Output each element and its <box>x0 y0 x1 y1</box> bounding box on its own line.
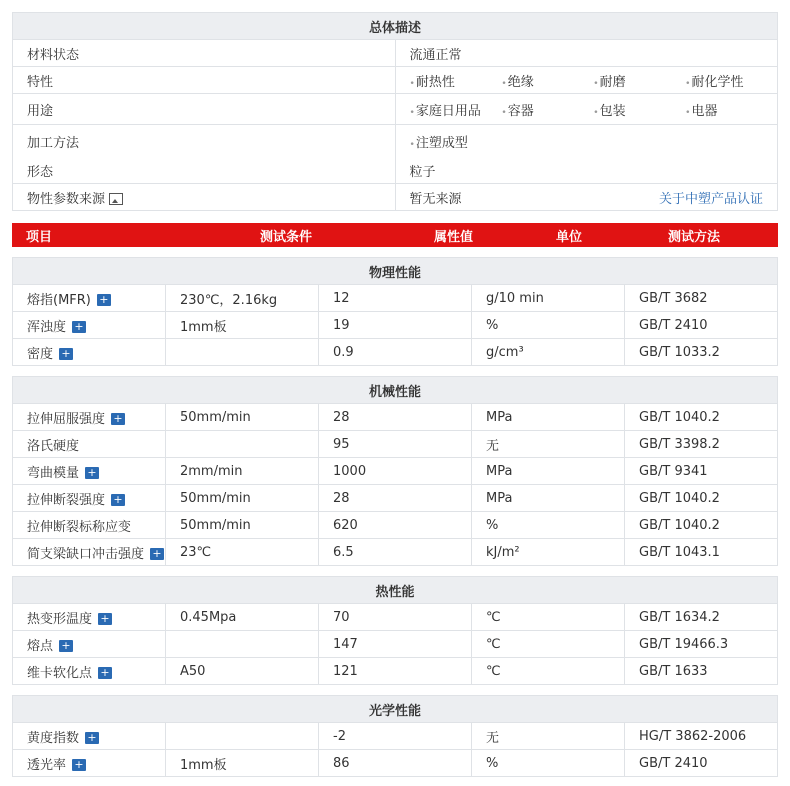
cell <box>472 631 625 658</box>
cell <box>319 339 472 366</box>
cell <box>166 339 319 366</box>
property-sections <box>12 247 778 777</box>
tag-label: 电器 <box>691 103 718 119</box>
cell <box>319 658 472 685</box>
table-row <box>13 750 778 777</box>
cell <box>625 485 778 512</box>
cell <box>166 404 319 431</box>
cell <box>625 604 778 631</box>
source-label: 物性参数来源 <box>27 191 106 207</box>
section-table <box>12 257 778 366</box>
section-title: 热性能 <box>13 577 778 604</box>
add-compare-icon[interactable]: + <box>98 613 112 625</box>
col-unit: 单位 <box>556 229 583 245</box>
section-table <box>12 376 778 566</box>
cell-item: 拉伸断裂强度 <box>27 492 106 508</box>
cell <box>13 658 166 685</box>
cell <box>319 485 472 512</box>
cell <box>625 658 778 685</box>
cell <box>319 404 472 431</box>
cell-item: 洛氏硬度 <box>27 438 80 454</box>
section-title: 物理性能 <box>13 258 778 285</box>
cell <box>166 723 319 750</box>
section-table <box>12 576 778 685</box>
table-row <box>13 431 778 458</box>
table-row <box>13 404 778 431</box>
cell-unit: 无 <box>486 730 500 746</box>
cell <box>625 285 778 312</box>
cell-unit: g/cm³ <box>486 344 524 360</box>
cell <box>13 431 166 458</box>
cell <box>166 604 319 631</box>
cell-value: 28 <box>333 409 350 425</box>
cell-value: -2 <box>333 728 346 744</box>
cell <box>13 312 166 339</box>
table-row <box>13 285 778 312</box>
cell <box>166 750 319 777</box>
cell <box>625 458 778 485</box>
cell <box>166 658 319 685</box>
cell <box>472 658 625 685</box>
cell-unit: ℃ <box>486 663 501 679</box>
tag-label: 绝缘 <box>507 74 534 90</box>
cell-item: 黄度指数 <box>27 730 80 746</box>
cell-method: GB/T 1040.2 <box>639 517 720 533</box>
cell <box>472 458 625 485</box>
tag-label: 包装 <box>599 103 626 119</box>
cell-value: 28 <box>333 490 350 506</box>
cell-item: 熔点 <box>27 638 54 654</box>
cell <box>13 539 166 566</box>
cell <box>319 312 472 339</box>
tag-item <box>410 132 520 151</box>
table-row <box>13 485 778 512</box>
tag-label: 耐热性 <box>415 74 455 90</box>
cell-cond: 50mm/min <box>180 490 251 506</box>
bullet-icon: • <box>501 78 507 89</box>
cell <box>472 604 625 631</box>
cell-item: 维卡软化点 <box>27 665 93 681</box>
tag-label: 家庭日用品 <box>415 103 481 119</box>
cell-value: 70 <box>333 609 350 625</box>
cell <box>319 723 472 750</box>
cell-unit: % <box>486 317 499 333</box>
add-compare-icon[interactable]: + <box>150 548 164 560</box>
cell-unit: ℃ <box>486 609 501 625</box>
cell-cond: 2mm/min <box>180 463 243 479</box>
cell <box>319 750 472 777</box>
cell <box>13 339 166 366</box>
cell-item: 拉伸断裂标称应变 <box>27 519 132 535</box>
tag-label: 注塑成型 <box>415 135 468 151</box>
cell-item: 透光率 <box>27 757 67 773</box>
cell <box>166 285 319 312</box>
overview-title: 总体描述 <box>13 13 778 40</box>
bullet-icon: • <box>501 107 507 118</box>
properties-label: 特性 <box>13 67 396 94</box>
cell-cond: 230℃，2.16kg <box>180 292 278 308</box>
cell-item: 拉伸屈服强度 <box>27 411 106 427</box>
cell-unit: MPa <box>486 409 513 425</box>
table-row <box>13 339 778 366</box>
cell-method: GB/T 2410 <box>639 755 708 771</box>
add-compare-icon[interactable]: + <box>72 321 86 333</box>
table-row <box>13 723 778 750</box>
cell-unit: % <box>486 517 499 533</box>
cell-value: 620 <box>333 517 358 533</box>
tag-label: 耐磨 <box>599 74 626 90</box>
cell <box>625 512 778 539</box>
add-compare-icon[interactable]: + <box>85 467 99 479</box>
cell <box>472 285 625 312</box>
bullet-icon: • <box>409 139 415 150</box>
cell <box>472 723 625 750</box>
cell-method: HG/T 3862-2006 <box>639 728 747 744</box>
cell <box>13 285 166 312</box>
cell-unit: g/10 min <box>486 290 544 306</box>
cell <box>13 404 166 431</box>
bullet-icon: • <box>593 78 599 89</box>
cell-value: 19 <box>333 317 350 333</box>
tag-item <box>410 71 502 90</box>
cell-value: 147 <box>333 636 358 652</box>
cell <box>13 631 166 658</box>
col-method: 测试方法 <box>668 229 721 245</box>
cell-value: 0.9 <box>333 344 354 360</box>
cell <box>472 512 625 539</box>
cell-cond: 23℃ <box>180 544 212 560</box>
cell-cond: 1mm板 <box>180 757 227 773</box>
cell <box>625 631 778 658</box>
uses-label: 用途 <box>13 94 396 125</box>
cell <box>472 404 625 431</box>
form-label: 形态 <box>13 157 396 184</box>
col-condition: 测试条件 <box>260 229 313 245</box>
cell <box>13 723 166 750</box>
cell-unit: kJ/m² <box>486 544 520 560</box>
add-compare-icon[interactable]: + <box>59 640 73 652</box>
cell <box>166 458 319 485</box>
section-title: 机械性能 <box>13 377 778 404</box>
table-row <box>13 312 778 339</box>
add-compare-icon[interactable]: + <box>111 413 125 425</box>
cell-method: GB/T 1634.2 <box>639 609 720 625</box>
add-compare-icon[interactable]: + <box>72 759 86 771</box>
bullet-icon: • <box>685 78 691 89</box>
cell-cond: A50 <box>180 663 206 679</box>
cell <box>625 750 778 777</box>
cell-item: 简支梁缺口冲击强度 <box>27 546 145 562</box>
cell-method: GB/T 19466.3 <box>639 636 729 652</box>
table-row <box>13 512 778 539</box>
cell <box>166 512 319 539</box>
cell <box>472 312 625 339</box>
cell-method: GB/T 3682 <box>639 290 708 306</box>
col-value: 属性值 <box>434 229 474 245</box>
add-compare-icon[interactable]: + <box>111 494 125 506</box>
section-title: 光学性能 <box>13 696 778 723</box>
cell <box>166 631 319 658</box>
cell <box>166 312 319 339</box>
cell <box>13 512 166 539</box>
cell-method: GB/T 9341 <box>639 463 708 479</box>
cell-value: 1000 <box>333 463 367 479</box>
tag-item <box>593 71 685 90</box>
cell <box>319 512 472 539</box>
cell-item: 弯曲模量 <box>27 465 80 481</box>
cell <box>472 750 625 777</box>
tag-item <box>501 100 593 119</box>
cell-cond: 0.45Mpa <box>180 609 237 625</box>
cell <box>166 485 319 512</box>
table-row <box>13 658 778 685</box>
cell-value: 86 <box>333 755 350 771</box>
col-item: 项目 <box>26 229 53 245</box>
cell <box>625 539 778 566</box>
cell <box>319 458 472 485</box>
cell <box>625 312 778 339</box>
cell-cond: 50mm/min <box>180 517 251 533</box>
cell <box>625 431 778 458</box>
add-compare-icon[interactable]: + <box>97 294 111 306</box>
form-value: 粒子 <box>395 157 778 184</box>
bullet-icon: • <box>685 107 691 118</box>
column-header-bar <box>12 223 778 247</box>
cell-method: GB/T 1040.2 <box>639 409 720 425</box>
material-status-value: 流通正常 <box>395 40 778 67</box>
cell <box>13 750 166 777</box>
cell <box>319 431 472 458</box>
processing-label: 加工方法 <box>13 125 396 158</box>
bullet-icon: • <box>409 78 415 89</box>
cell-value: 121 <box>333 663 358 679</box>
cell-method: GB/T 2410 <box>639 317 708 333</box>
cell-method: GB/T 1633 <box>639 663 708 679</box>
table-row <box>13 604 778 631</box>
tag-item <box>410 100 502 119</box>
tag-item <box>685 71 777 90</box>
cell-unit: % <box>486 755 499 771</box>
cell-unit: 无 <box>486 438 500 454</box>
cell <box>166 539 319 566</box>
cell <box>472 485 625 512</box>
tag-item <box>685 100 777 119</box>
cell-method: GB/T 1040.2 <box>639 490 720 506</box>
cell <box>319 631 472 658</box>
material-status-label: 材料状态 <box>13 40 396 67</box>
cell <box>625 723 778 750</box>
cell-method: GB/T 1033.2 <box>639 344 720 360</box>
bullet-icon: • <box>593 107 599 118</box>
tag-item <box>501 71 593 90</box>
tag-label: 耐化学性 <box>691 74 744 90</box>
image-icon[interactable] <box>109 193 123 205</box>
cell-method: GB/T 3398.2 <box>639 436 720 452</box>
cell-cond: 50mm/min <box>180 409 251 425</box>
cell-item: 浑浊度 <box>27 319 67 335</box>
cell <box>625 404 778 431</box>
add-compare-icon[interactable]: + <box>98 667 112 679</box>
cell-value: 12 <box>333 290 350 306</box>
tag-item <box>593 100 685 119</box>
tag-label: 容器 <box>507 103 534 119</box>
processing-tags <box>410 132 778 151</box>
cell <box>472 339 625 366</box>
properties-tags <box>410 71 778 90</box>
add-compare-icon[interactable]: + <box>85 732 99 744</box>
table-row <box>13 539 778 566</box>
cell <box>319 285 472 312</box>
cell <box>319 539 472 566</box>
table-row <box>13 458 778 485</box>
cell <box>166 431 319 458</box>
cell-method: GB/T 1043.1 <box>639 544 720 560</box>
cell-item: 密度 <box>27 346 54 362</box>
bullet-icon: • <box>409 107 415 118</box>
cell <box>13 604 166 631</box>
section-table <box>12 695 778 777</box>
add-compare-icon[interactable]: + <box>59 348 73 360</box>
cell <box>625 339 778 366</box>
overview-table <box>12 12 778 211</box>
cell <box>319 604 472 631</box>
certification-link[interactable]: 关于中塑产品认证 <box>658 191 763 207</box>
source-value: 暂无来源 <box>409 191 462 207</box>
cell-cond: 1mm板 <box>180 319 227 335</box>
cell-unit: MPa <box>486 490 513 506</box>
cell-item: 熔指(MFR) <box>27 292 91 308</box>
cell-unit: ℃ <box>486 636 501 652</box>
product-spec-page <box>12 12 778 777</box>
cell <box>472 539 625 566</box>
cell <box>13 485 166 512</box>
cell-unit: MPa <box>486 463 513 479</box>
cell <box>13 458 166 485</box>
uses-tags <box>410 100 778 119</box>
table-row <box>13 631 778 658</box>
cell-value: 6.5 <box>333 544 354 560</box>
cell <box>472 431 625 458</box>
cell-item: 热变形温度 <box>27 611 93 627</box>
cell-value: 95 <box>333 436 350 452</box>
